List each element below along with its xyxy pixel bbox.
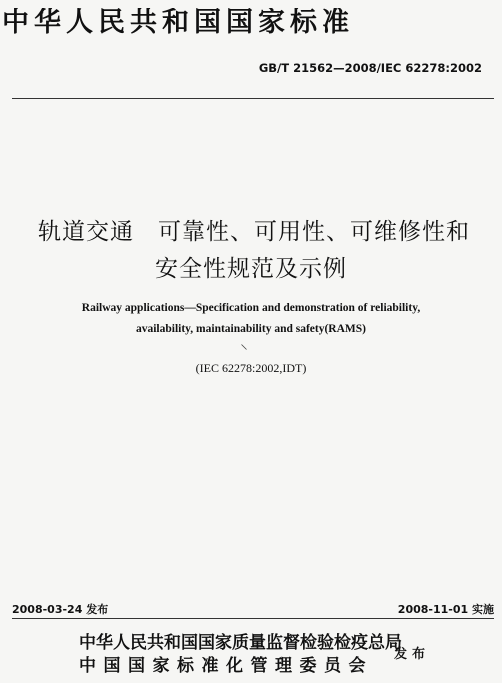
stray-mark bbox=[241, 344, 247, 350]
issue-date: 2008-03-24 发布 bbox=[12, 603, 109, 616]
standard-banner: 中华人民共和国国家标准 bbox=[2, 8, 354, 38]
title-chinese-line-2: 安全性规范及示例 bbox=[155, 256, 347, 282]
bottom-divider bbox=[12, 618, 494, 619]
issuer-line-1: 中华人民共和国国家质量监督检验检疫总局 bbox=[79, 633, 402, 653]
issuer-line-2: 中国国家标准化管理委员会 bbox=[79, 656, 373, 676]
title-english-line-1: Railway applications—Specification and demonstration of reliability, bbox=[81, 302, 421, 314]
adoption-reference: (IEC 62278:2002,IDT) bbox=[195, 361, 307, 375]
implementation-date: 2008-11-01 实施 bbox=[397, 603, 494, 616]
publish-label: 发布 bbox=[394, 647, 431, 662]
title-english-line-2: availability, maintainability and safety(RAMS) bbox=[135, 323, 367, 335]
title-chinese-line-1: 轨道交通 可靠性、可用性、可维修性和 bbox=[38, 219, 470, 245]
standard-number: GB/T 21562—2008/IEC 62278:2002 bbox=[258, 61, 482, 75]
top-divider bbox=[12, 98, 494, 99]
